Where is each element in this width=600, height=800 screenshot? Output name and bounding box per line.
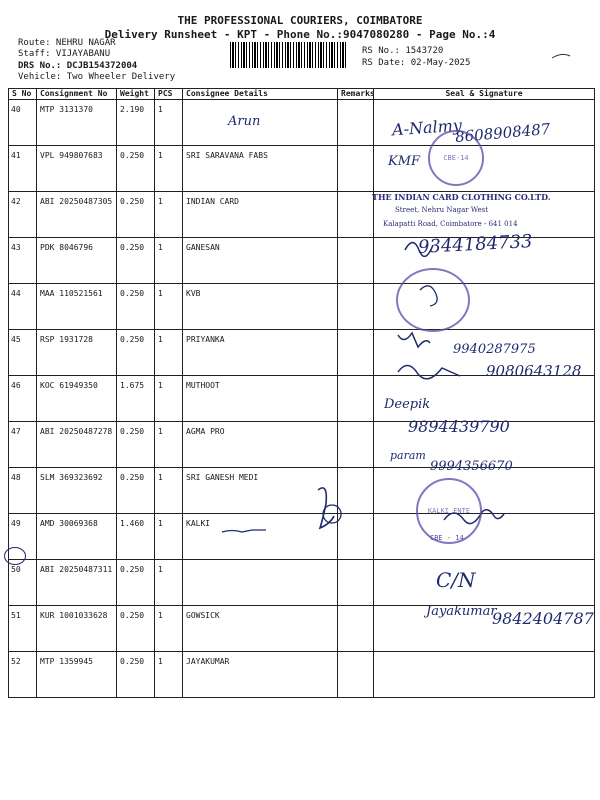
row-consignee: KALKI xyxy=(183,514,338,560)
row-weight: 2.190 xyxy=(117,100,155,146)
kalki-stamp-cbe: CBE - 14 xyxy=(430,534,464,542)
row-weight: 0.250 xyxy=(117,192,155,238)
row-weight: 0.250 xyxy=(117,422,155,468)
handwritten-cn: C/N xyxy=(436,568,476,592)
handwritten-phone-48: 9994356670 xyxy=(430,459,513,474)
row-weight: 0.250 xyxy=(117,652,155,698)
handwritten-phone-40: 8608908487 xyxy=(454,119,552,147)
row-pcs: 1 xyxy=(155,192,183,238)
col-weight: Weight xyxy=(117,89,155,100)
row-sno: 46 xyxy=(9,376,37,422)
row-pcs: 1 xyxy=(155,284,183,330)
row-pcs: 1 xyxy=(155,652,183,698)
row-consignment: KUR 1001033628 xyxy=(37,606,117,652)
company-stamp-address1: Street, Nehru Nagar West xyxy=(395,206,489,214)
row-pcs: 1 xyxy=(155,514,183,560)
row-consignee: SRI SARAVANA FABS xyxy=(183,146,338,192)
handwritten-phone-47: 9894439790 xyxy=(408,417,510,436)
row-sno: 40 xyxy=(9,100,37,146)
row-weight: 0.250 xyxy=(117,468,155,514)
cbe14-stamp-label: CBE-14 xyxy=(443,154,469,162)
row-consignee: KVB xyxy=(183,284,338,330)
row-sno: 42 xyxy=(9,192,37,238)
row-sno: 51 xyxy=(9,606,37,652)
row-weight: 0.250 xyxy=(117,330,155,376)
row-weight: 1.675 xyxy=(117,376,155,422)
row-pcs: 1 xyxy=(155,330,183,376)
col-consignee: Consignee Details xyxy=(183,89,338,100)
col-pcs: PCS xyxy=(155,89,183,100)
row-consignee: AGMA PRO xyxy=(183,422,338,468)
handwritten-param: param xyxy=(390,449,426,462)
handwritten-deepika: Deepik xyxy=(384,397,431,412)
row-consignment: ABI 20250487311 xyxy=(37,560,117,606)
row-pcs: 1 xyxy=(155,100,183,146)
row-weight: 0.250 xyxy=(117,606,155,652)
row-weight: 0.250 xyxy=(117,146,155,192)
col-seal: Seal & Signature xyxy=(374,89,595,100)
drs-label: DRS No.: DCJB154372004 xyxy=(18,61,138,71)
handwritten-phone-46a: 9940287975 xyxy=(453,342,536,357)
row-sno: 49 xyxy=(9,514,37,560)
staff-label: Staff: VIJAYABANU xyxy=(18,49,111,59)
row-pcs: 1 xyxy=(155,606,183,652)
handwritten-phone-52: 9842404787 xyxy=(492,609,594,628)
rs-number: RS No.: 1543720 xyxy=(362,46,444,56)
row-pcs: 1 xyxy=(155,560,183,606)
row-weight: 1.460 xyxy=(117,514,155,560)
row-consignment: RSP 1931728 xyxy=(37,330,117,376)
row-consignee: INDIAN CARD xyxy=(183,192,338,238)
row-weight: 0.250 xyxy=(117,238,155,284)
runsheet-subtitle: Delivery Runsheet - KPT - Phone No.:9047080280 - Page No.:4 xyxy=(104,28,496,41)
route-label: Route: NEHRU NAGAR xyxy=(18,38,116,48)
handwritten-sig-40: A-Nalmy xyxy=(391,115,463,140)
col-sno: S No xyxy=(9,89,37,100)
row-pcs: 1 xyxy=(155,376,183,422)
row-consignment: MTP 1359945 xyxy=(37,652,117,698)
row-sno: 45 xyxy=(9,330,37,376)
handwritten-phone-46b: 9080643128 xyxy=(486,362,582,380)
row-consignment: ABI 20250487278 xyxy=(37,422,117,468)
row-consignee: MUTHOOT xyxy=(183,376,338,422)
col-remarks: Remarks xyxy=(338,89,374,100)
handwritten-arun: Arun xyxy=(228,114,261,129)
row-sno: 41 xyxy=(9,146,37,192)
row-pcs: 1 xyxy=(155,468,183,514)
col-consignment: Consignment No xyxy=(37,89,117,100)
cbe14-stamp xyxy=(428,130,484,186)
row-consignment: MTP 3131370 xyxy=(37,100,117,146)
row-consignment: AMD 30069368 xyxy=(37,514,117,560)
row-consignee: GOWSICK xyxy=(183,606,338,652)
row-consignment: ABI 20250487305 xyxy=(37,192,117,238)
row-pcs: 1 xyxy=(155,146,183,192)
rs-date: RS Date: 02-May-2025 xyxy=(362,58,471,68)
handwritten-phone-43: 9344184733 xyxy=(417,231,534,258)
row-sno: 44 xyxy=(9,284,37,330)
row-consignment: MAA 110521561 xyxy=(37,284,117,330)
row-consignee: JAYAKUMAR xyxy=(183,652,338,698)
row-sno: 43 xyxy=(9,238,37,284)
handwritten-kmf: KMF xyxy=(388,154,421,169)
row-consignment: KOC 61949350 xyxy=(37,376,117,422)
row-consignment: SLM 369323692 xyxy=(37,468,117,514)
row-consignee: PRIYANKA xyxy=(183,330,338,376)
handwritten-jayakumar: Jayakumar xyxy=(426,604,497,619)
row-consignee: SRI GANESH MEDI xyxy=(183,468,338,514)
company-title: THE PROFESSIONAL COURIERS, COIMBATORE xyxy=(177,14,423,27)
company-stamp-name: THE INDIAN CARD CLOTHING CO.LTD. xyxy=(372,192,551,202)
row-sno: 48 xyxy=(9,468,37,514)
row-weight: 0.250 xyxy=(117,284,155,330)
row-sno: 50 xyxy=(9,560,37,606)
vehicle-label: Vehicle: Two Wheeler Delivery xyxy=(18,72,176,82)
row-consignee: GANESAN xyxy=(183,238,338,284)
round-stamp-44 xyxy=(396,268,470,332)
row-sno: 52 xyxy=(9,652,37,698)
kalki-stamp-label: KALKI ENTE xyxy=(427,507,471,515)
row-pcs: 1 xyxy=(155,422,183,468)
row-consignment: VPL 949807683 xyxy=(37,146,117,192)
company-stamp-address2: Kalapatti Road, Coimbatore - 641 014 xyxy=(383,220,518,228)
row-weight: 0.250 xyxy=(117,560,155,606)
row-pcs: 1 xyxy=(155,238,183,284)
row-consignment: PDK 8046796 xyxy=(37,238,117,284)
row-sno: 47 xyxy=(9,422,37,468)
